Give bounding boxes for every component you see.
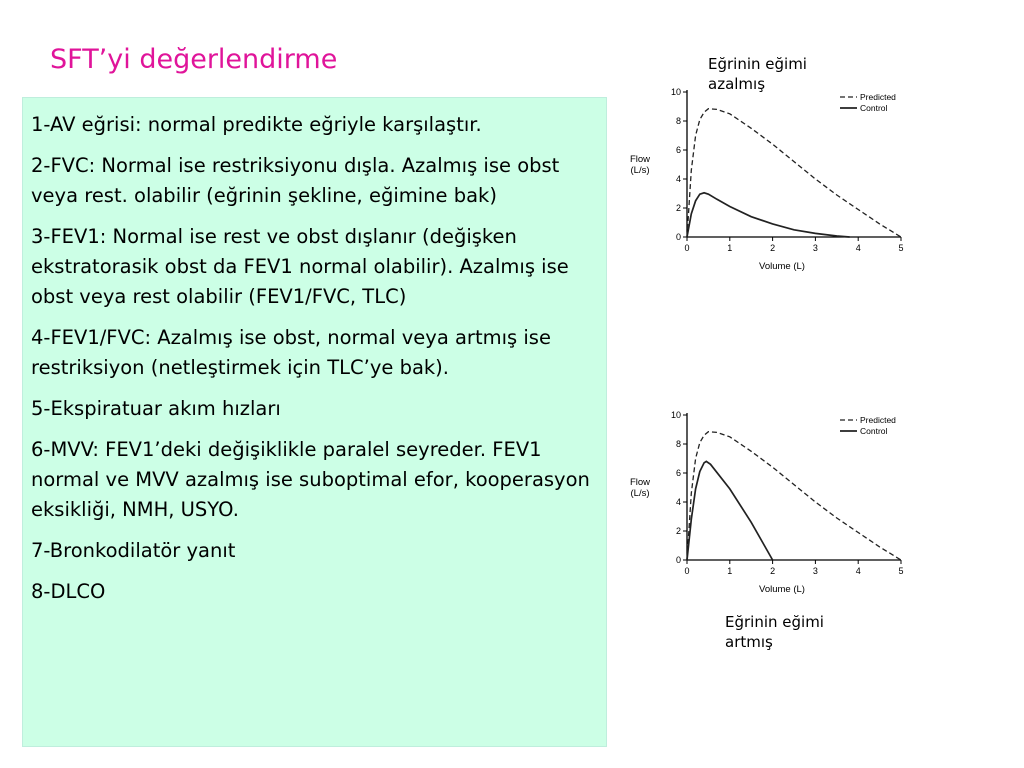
y-tick-label: 4 [675, 497, 681, 507]
y-axis-label: (L/s) [630, 165, 650, 176]
caption-top-line-2: azalmış [708, 75, 766, 93]
y-tick-label: 2 [675, 526, 681, 536]
y-tick-label: 8 [675, 439, 681, 449]
y-tick-label: 10 [670, 87, 681, 97]
y-tick-label: 4 [675, 174, 681, 184]
x-tick-label: 4 [855, 243, 861, 253]
series-line-control [687, 193, 850, 237]
series-line-predicted [687, 109, 901, 237]
y-tick-label: 0 [675, 232, 681, 242]
caption-bottom-line-2: artmış [725, 633, 773, 651]
x-tick-label: 5 [898, 243, 904, 253]
y-axis-label: (L/s) [630, 488, 650, 499]
legend-entry-predicted: Predicted [860, 92, 896, 102]
legend-entry-predicted: Predicted [860, 415, 896, 425]
list-item: 4-FEV1/FVC: Azalmış ise obst, normal veya artmış ise restriksiyon (netleştirmek için TLC’ye bak). [31, 326, 551, 379]
x-tick-label: 3 [812, 243, 818, 253]
y-tick-label: 6 [675, 468, 681, 478]
legend-entry-control: Control [860, 103, 888, 113]
y-axis-label: Flow [629, 154, 651, 165]
x-tick-label: 3 [812, 566, 818, 576]
list-item: 8-DLCO [31, 580, 106, 603]
list-item: 3-FEV1: Normal ise rest ve obst dışlanır (değişken ekstratorasik obst da FEV1 normal olabilir). Azalmış ise obst veya rest olabilir (FEV1/FVC, TLC) [31, 225, 569, 308]
list-item: 1-AV eğrisi: normal predikte eğriyle karşılaştır. [31, 113, 482, 136]
series-line-predicted [687, 432, 901, 560]
x-tick-label: 1 [727, 243, 733, 253]
y-tick-label: 8 [675, 116, 681, 126]
x-tick-label: 2 [770, 243, 776, 253]
x-tick-label: 1 [727, 566, 733, 576]
caption-bottom [725, 612, 824, 652]
caption-top-line-1: Eğrinin eğimi [708, 55, 807, 73]
y-tick-label: 10 [670, 410, 681, 420]
x-tick-label: 0 [684, 566, 690, 576]
y-axis-label: Flow [629, 477, 651, 488]
page-title: SFT’yi değerlendirme [50, 44, 338, 75]
x-axis-label: Volume (L) [759, 261, 805, 272]
content-box [22, 97, 607, 747]
list-item: 6-MVV: FEV1’deki değişiklikle paralel seyreder. FEV1 normal ve MVV azalmış ise suboptimal efor, kooperasyon eksikliği, NMH, USYO. [31, 438, 590, 521]
legend-entry-control: Control [860, 426, 888, 436]
list-item: 7-Bronkodilatör yanıt [31, 539, 236, 562]
y-tick-label: 6 [675, 145, 681, 155]
x-tick-label: 0 [684, 243, 690, 253]
flow-volume-chart-bottom [620, 405, 920, 605]
list-item: 5-Ekspiratuar akım hızları [31, 397, 281, 420]
caption-bottom-line-1: Eğrinin eğimi [725, 613, 824, 631]
list-item: 2-FVC: Normal ise restriksiyonu dışla. Azalmış ise obst veya rest. olabilir (eğrinin şekline, eğimine bak) [31, 154, 560, 207]
x-tick-label: 4 [855, 566, 861, 576]
x-tick-label: 2 [770, 566, 776, 576]
flow-volume-chart-top [620, 82, 920, 282]
series-line-control [687, 461, 773, 560]
y-tick-label: 2 [675, 203, 681, 213]
x-axis-label: Volume (L) [759, 584, 805, 595]
x-tick-label: 5 [898, 566, 904, 576]
y-tick-label: 0 [675, 555, 681, 565]
